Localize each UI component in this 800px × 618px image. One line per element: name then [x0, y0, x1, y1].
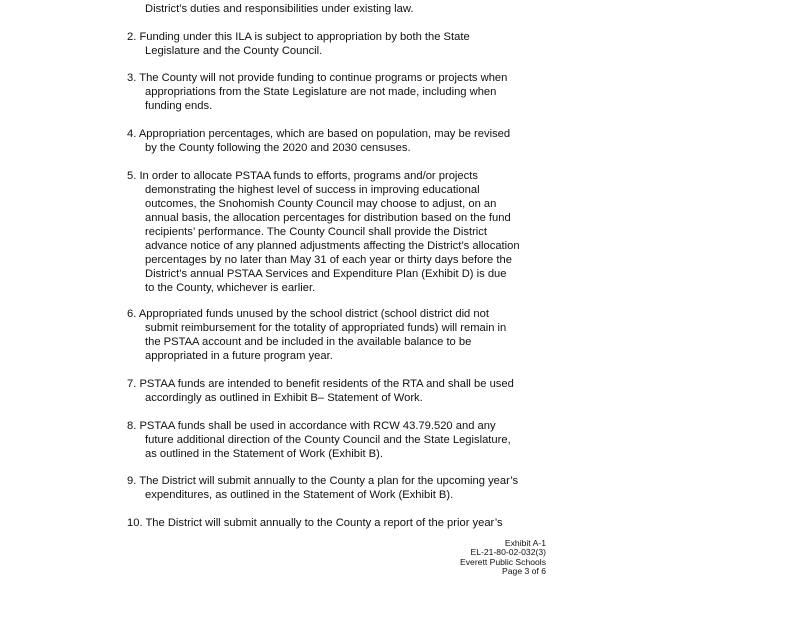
list-item-line: the PSTAA account and be included in the available balance to be	[145, 336, 472, 348]
list-item-7	[127, 377, 549, 405]
list-item-line: 4. Appropriation percentages, which are based on population, may be revised	[127, 128, 511, 140]
list-item-line: as outlined in the Statement of Work (Exhibit B).	[145, 448, 383, 460]
footer-exhibit: Exhibit A-1	[504, 538, 546, 548]
paragraph-fragment	[127, 2, 549, 16]
footer-org: Everett Public Schools	[460, 556, 546, 567]
list-item-line: accordingly as outlined in Exhibit B– Statement of Work.	[145, 392, 423, 404]
list-item-8	[127, 419, 549, 461]
list-item-6	[127, 307, 549, 363]
list-item-line: 9. The District will submit annually to the County a plan for the upcoming year’s	[127, 475, 519, 487]
list-item-line: Legislature and the County Council.	[145, 45, 323, 57]
list-item-line: 10. The District will submit annually to the County a report of the prior year’s	[127, 517, 503, 529]
list-item-line: submit reimbursement for the totality of appropriated funds) will remain in	[145, 322, 507, 334]
list-item-line: recipients’ performance. The County Council shall provide the District	[145, 226, 487, 238]
footer-page-number: Page 3 of 6	[502, 565, 546, 576]
list-item-line: annual basis, the allocation percentages for distribution based on the fund	[145, 212, 511, 224]
list-item-9	[127, 474, 549, 502]
list-item-line: demonstrating the highest level of success in improving educational	[145, 184, 480, 196]
list-item-line: 8. PSTAA funds shall be used in accordance with RCW 43.79.520 and any	[127, 420, 496, 432]
list-item-line: future additional direction of the County Council and the State Legislature,	[145, 434, 511, 446]
paragraph-fragment-line: District’s duties and responsibilities under existing law.	[145, 3, 414, 15]
list-item-3	[127, 71, 549, 113]
list-item-line: funding ends.	[145, 100, 213, 112]
list-item-5	[127, 169, 549, 295]
list-item-line: by the County following the 2020 and 2030 censuses.	[145, 142, 411, 154]
list-item-10	[127, 516, 549, 530]
list-item-line: 7. PSTAA funds are intended to benefit residents of the RTA and shall be used	[127, 378, 514, 390]
list-item-line: 2. Funding under this ILA is subject to appropriation by both the State	[127, 31, 470, 43]
list-item-4	[127, 127, 549, 155]
list-item-line: appropriations from the State Legislature are not made, including when	[145, 86, 497, 98]
footer-code: EL-21-80-02-032(3)	[470, 547, 546, 558]
page-footer	[460, 539, 546, 576]
list-item-2	[127, 30, 549, 58]
list-item-line: percentages by no later than May 31 of each year or thirty days before the	[145, 254, 512, 266]
list-item-line: 5. In order to allocate PSTAA funds to efforts, programs and/or projects	[127, 170, 478, 182]
list-item-line: to the County, whichever is earlier.	[145, 282, 316, 294]
list-item-line: 6. Appropriated funds unused by the school district (school district did not	[127, 308, 489, 320]
list-item-line: appropriated in a future program year.	[145, 350, 333, 362]
list-item-line: 3. The County will not provide funding to continue programs or projects when	[127, 72, 508, 84]
list-item-line: advance notice of any planned adjustments affecting the District’s allocation	[145, 240, 520, 252]
list-item-line: District’s annual PSTAA Services and Expenditure Plan (Exhibit D) is due	[145, 268, 507, 280]
list-item-line: outcomes, the Snohomish County Council may choose to adjust, on an	[145, 198, 497, 210]
list-item-line: expenditures, as outlined in the Statement of Work (Exhibit B).	[145, 489, 454, 501]
